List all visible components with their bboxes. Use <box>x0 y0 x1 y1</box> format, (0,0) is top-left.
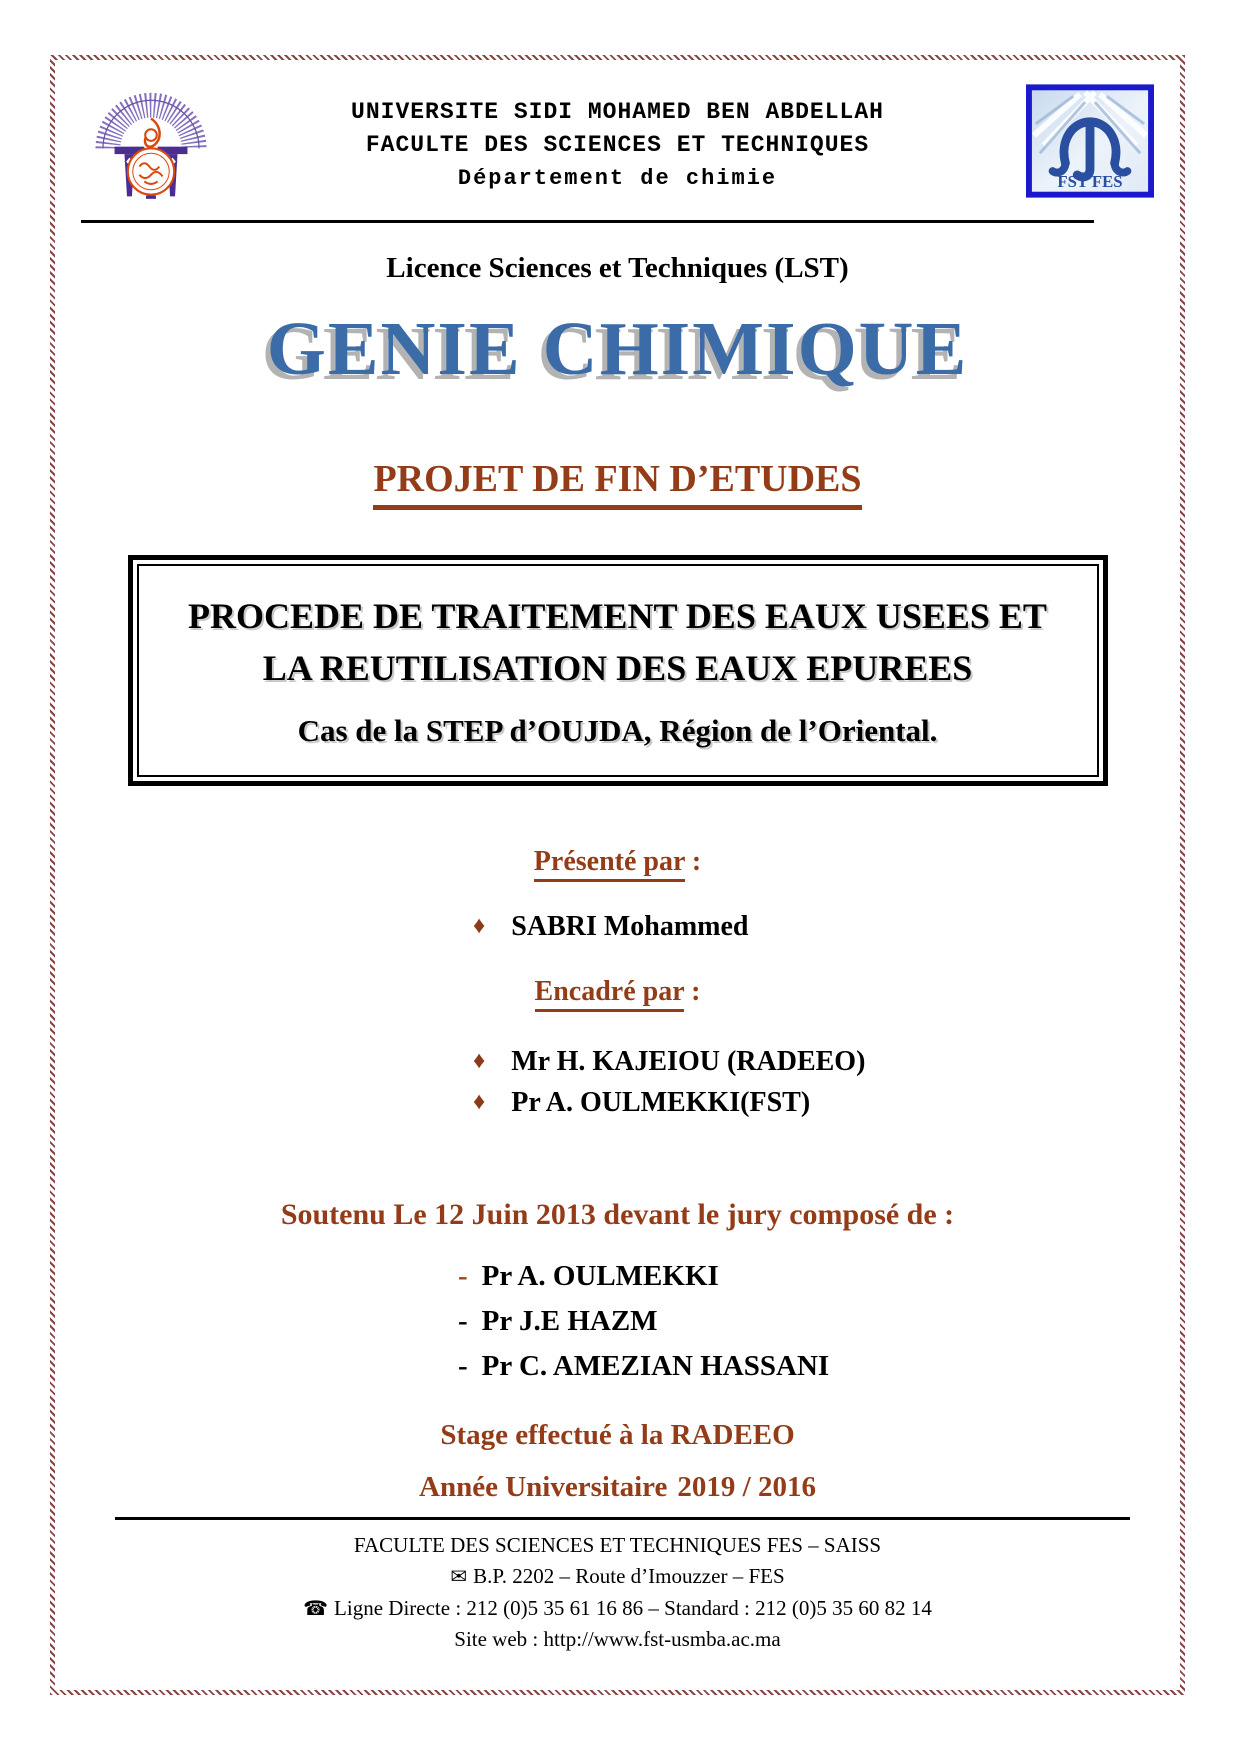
author-name: SABRI Mohammed <box>511 910 749 942</box>
dash-bullet: - <box>458 1350 468 1383</box>
degree-line: Licence Sciences et Techniques (LST) <box>386 252 849 284</box>
list-item <box>473 1042 1180 1083</box>
presented-by-label: Présenté par : <box>55 846 1180 878</box>
footer-faculty-line: FACULTE DES SCIENCES ET TECHNIQUES FES – SAISS <box>353 1533 882 1558</box>
supervisor-name: Pr A. OULMEKKI(FST) <box>511 1086 811 1118</box>
page-content <box>55 60 1180 1690</box>
dash-bullet: - <box>458 1260 468 1293</box>
header <box>55 60 1180 206</box>
report-type-text: PROJET DE FIN D’ETUDES <box>373 457 861 511</box>
thesis-title-box-inner <box>137 564 1099 776</box>
report-type-heading <box>55 457 1180 511</box>
thesis-title-line1: PROCEDE DE TRAITEMENT DES EAUX USEES ET <box>188 596 1047 637</box>
program-title: GENIE CHIMIQUE <box>266 306 969 391</box>
department-name: Département de chimie <box>457 165 778 191</box>
footer-address-line: ✉ B.P. 2202 – Route d’Imouzzer – FES <box>450 1564 785 1589</box>
jury-member-name: Pr A. OULMEKKI <box>481 1260 719 1293</box>
jury-list <box>458 1254 1180 1389</box>
presented-by-list <box>473 907 1180 948</box>
dash-bullet: - <box>458 1305 468 1338</box>
footer <box>55 1530 1180 1655</box>
list-item <box>473 1083 1180 1124</box>
academic-year-line: Année Universitaire 2019 / 2016 <box>419 1471 816 1504</box>
faculty-name: FACULTE DES SCIENCES ET TECHNIQUES <box>365 132 870 159</box>
diamond-bullet-icon: ♦ <box>473 1048 486 1075</box>
university-name: UNIVERSITE SIDI MOHAMED BEN ABDELLAH <box>351 99 884 125</box>
footer-website-line: Site web : http://www.fst-usmba.ac.ma <box>454 1626 781 1651</box>
list-item <box>473 907 1180 948</box>
jury-member-row <box>458 1254 1180 1299</box>
header-divider <box>81 220 1094 223</box>
fst-fes-logo-icon <box>1026 84 1154 198</box>
institution-header-text <box>209 84 1026 195</box>
jury-member-row <box>458 1344 1180 1389</box>
phone-icon: ☎ <box>303 1597 329 1620</box>
thesis-title-line2: LA REUTILISATION DES EAUX EPUREES <box>262 648 973 689</box>
supervisor-name: Mr H. KAJEIOU (RADEEO) <box>511 1046 866 1078</box>
thesis-subtitle: Cas de la STEP d’OUJDA, Région de l’Oriental. <box>297 712 938 748</box>
internship-line: Stage effectué à la RADEEO <box>440 1419 795 1452</box>
defense-line: Soutenu Le 12 Juin 2013 devant le jury composé de : <box>280 1198 955 1232</box>
diamond-bullet-icon: ♦ <box>473 912 486 939</box>
diamond-bullet-icon: ♦ <box>473 1088 486 1115</box>
jury-member-row <box>458 1299 1180 1344</box>
university-crest-icon <box>93 84 209 206</box>
footer-phone-line: ☎ Ligne Directe : 212 (0)5 35 61 16 86 – Standard : 212 (0)5 35 60 82 14 <box>303 1595 932 1620</box>
mail-icon: ✉ <box>450 1566 468 1589</box>
footer-divider <box>115 1517 1130 1520</box>
supervised-by-label: Encadré par : <box>55 976 1180 1008</box>
supervised-by-list <box>473 1042 1180 1123</box>
jury-member-name: Pr C. AMEZIAN HASSANI <box>481 1350 830 1383</box>
thesis-title-box <box>128 555 1108 785</box>
jury-member-name: Pr J.E HAZM <box>481 1305 658 1338</box>
fst-fes-logo-caption: FST FES <box>1057 171 1123 191</box>
